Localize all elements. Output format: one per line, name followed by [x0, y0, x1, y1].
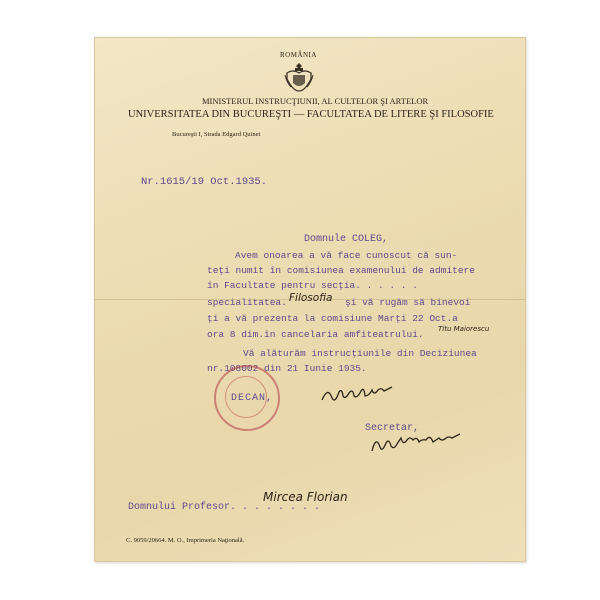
- coat-of-arms-icon: [284, 61, 314, 93]
- reference-number: Nr.1615/19 Oct.1935.: [141, 176, 268, 188]
- body-line-1: Avem onoarea a vă face cunoscut că sun-: [235, 250, 458, 261]
- dean-label: DECAN,: [231, 393, 274, 404]
- body-line-5: şi vă rugăm să binevoi: [345, 297, 471, 308]
- secretary-signature: [368, 431, 480, 457]
- dean-signature: [318, 384, 408, 406]
- body-line-8: Vă alăturăm instrucţiunile din Deciziunea: [243, 348, 477, 359]
- body-line-4: specialitatea.: [207, 297, 287, 308]
- body-line-3: în Facultate pentru secţia. . . . . .: [207, 280, 418, 291]
- handwritten-professor-name: Mircea Florian: [263, 490, 348, 504]
- printer-note: C. 9059/20664. M. O., Imprimeria Naţională.: [126, 537, 245, 544]
- header-ministry: MINISTERUL INSTRUCŢIUNII, AL CULTELOR ŞI ARTELOR: [202, 96, 429, 106]
- recipient-label: Domnului Profesor. . . . . . . .: [128, 502, 321, 513]
- body-line-6: ţi a vă prezenta la comisiune Marţi 22 Oct.a: [207, 313, 458, 324]
- header-country: ROMÂNIA: [280, 51, 317, 59]
- header-address: Bucureşti I, Strada Edgard Quinet: [172, 131, 261, 138]
- body-line-2: teţi numit în comisiunea examenului de admitere: [207, 265, 475, 276]
- body-line-9: nr.108002 din 21 Iunie 1935.: [207, 363, 367, 374]
- body-line-7: ora 8 dim.în cancelaria amfiteatrului.: [207, 329, 424, 340]
- salutation: Domnule COLEG,: [304, 234, 389, 245]
- secretary-label: Secretar,: [365, 423, 420, 434]
- handwritten-room: Titu Maiorescu: [438, 325, 490, 333]
- handwritten-specialty: Filosofia: [289, 292, 333, 304]
- header-institution: UNIVERSITATEA DIN BUCUREŞTI — FACULTATEA DE LITERE ŞI FILOSOFIE: [128, 109, 494, 120]
